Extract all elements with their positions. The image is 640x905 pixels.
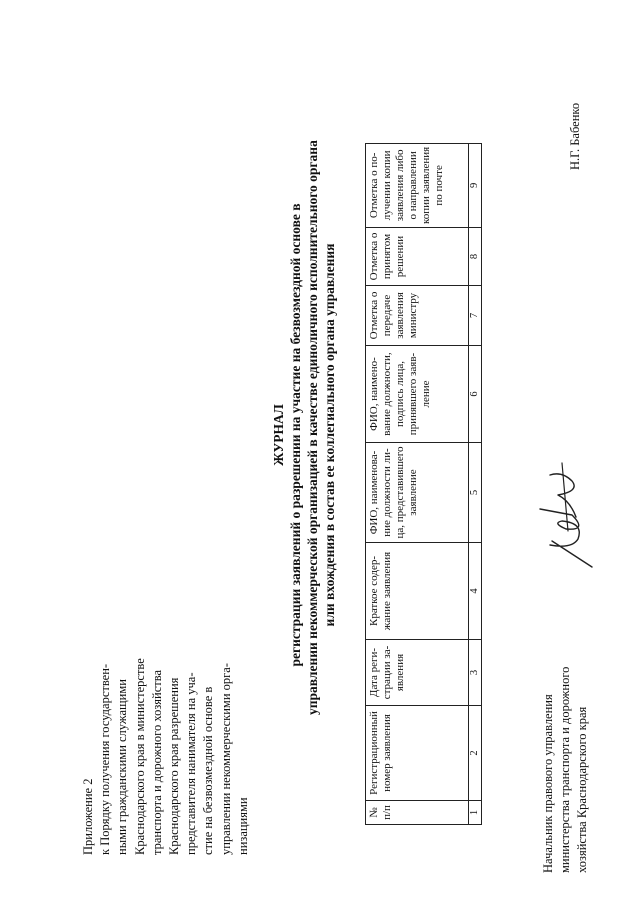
header-cell-reg-date (366, 640, 469, 706)
header-text: принявшего заяв- (407, 352, 419, 436)
header-text: министру (407, 292, 419, 339)
column-number: 3 (469, 640, 482, 706)
header-text: Дата реги- (368, 647, 380, 698)
appendix-line: Приложение 2 (81, 778, 95, 855)
header-text: Краткое содер- (368, 556, 380, 627)
appendix-line: низациями (235, 797, 250, 855)
position-line: министерства транспорта и дорожного (558, 666, 572, 873)
header-text: заявления либо (394, 149, 406, 222)
header-text: принятом (381, 233, 393, 280)
header-text: явления (394, 653, 406, 692)
heading-line: управлении некоммерческой организацией в качестве единоличного исполнительного органа (305, 140, 320, 715)
heading-line: или вхождения в состав ее коллегиального органа управления (322, 243, 337, 627)
header-text: ФИО, наименова- (368, 450, 380, 535)
header-text: Отметка о (368, 291, 380, 340)
header-text: копии заявления (420, 146, 432, 224)
signatory-name: Н.Г. Бабенко (568, 102, 582, 170)
header-text: Регистрационный (368, 711, 380, 795)
header-text: Отметка о по- (368, 152, 380, 219)
header-text: страции за- (381, 645, 393, 700)
header-text: заявление (407, 469, 419, 516)
journal-heading (270, 140, 338, 715)
signatory-position (540, 667, 591, 873)
header-text: передаче (381, 294, 393, 337)
header-cell-reg-number (366, 706, 469, 801)
header-text: ца, представившего (394, 446, 406, 539)
header-text: ФИО, наимено- (368, 357, 380, 431)
column-number: 9 (469, 143, 482, 227)
appendix-line: Краснодарского края разрешения (167, 677, 182, 855)
header-text: п/п (381, 805, 393, 820)
column-number: 8 (469, 228, 482, 286)
appendix-line: транспорта и дорожного хозяйства (149, 669, 164, 855)
appendix-line: ными гражданскими служащими (115, 679, 130, 855)
column-number: 5 (469, 443, 482, 543)
appendix-line: представителя нанимателя на уча- (184, 672, 199, 855)
header-text: лучении копии (381, 150, 393, 221)
column-number: 4 (469, 543, 482, 640)
position-line: хозяйства Краснодарского края (575, 706, 589, 873)
header-cell-receiver (366, 346, 469, 443)
column-number: 2 (469, 706, 482, 801)
header-text: заявления (394, 292, 406, 339)
header-cell-transfer-mark (366, 286, 469, 346)
appendix-block (80, 635, 252, 855)
header-text: вание должности, (381, 352, 393, 436)
header-text: жание заявления (381, 551, 393, 631)
journal-title: ЖУРНАЛ (271, 404, 286, 466)
appendix-line: управлении некоммерческими орга- (218, 663, 233, 855)
header-text: номер заявления (381, 714, 393, 792)
header-cell-number (366, 801, 469, 825)
header-text: ние должности ли- (381, 448, 393, 537)
header-text: № (368, 807, 380, 818)
appendix-line: стие на безвозмездной основе в (201, 686, 216, 855)
journal-table (365, 143, 482, 825)
position-line: Начальник правового управления (541, 694, 555, 873)
header-cell-copy-mark (366, 143, 469, 227)
header-text: ление (420, 380, 432, 408)
appendix-line: Краснодарского края в министерстве (132, 658, 147, 855)
header-text: о направлении (407, 151, 419, 220)
table-number-row (469, 143, 482, 824)
header-cell-decision-mark (366, 228, 469, 286)
table-header-row (366, 143, 469, 824)
header-text: Отметка о (368, 232, 380, 281)
header-text: по почте (433, 165, 445, 206)
heading-line: регистрации заявлений о разрешении на участие на безвозмездной основе в (288, 203, 303, 667)
header-text: решении (394, 235, 406, 278)
handwritten-signature (532, 445, 602, 575)
column-number: 7 (469, 286, 482, 346)
header-cell-summary (366, 543, 469, 640)
appendix-line: к Порядку получения государствен- (98, 663, 113, 855)
column-number: 1 (469, 801, 482, 825)
header-text: подпись лица, (394, 361, 406, 427)
column-number: 6 (469, 346, 482, 443)
header-cell-submitter (366, 443, 469, 543)
